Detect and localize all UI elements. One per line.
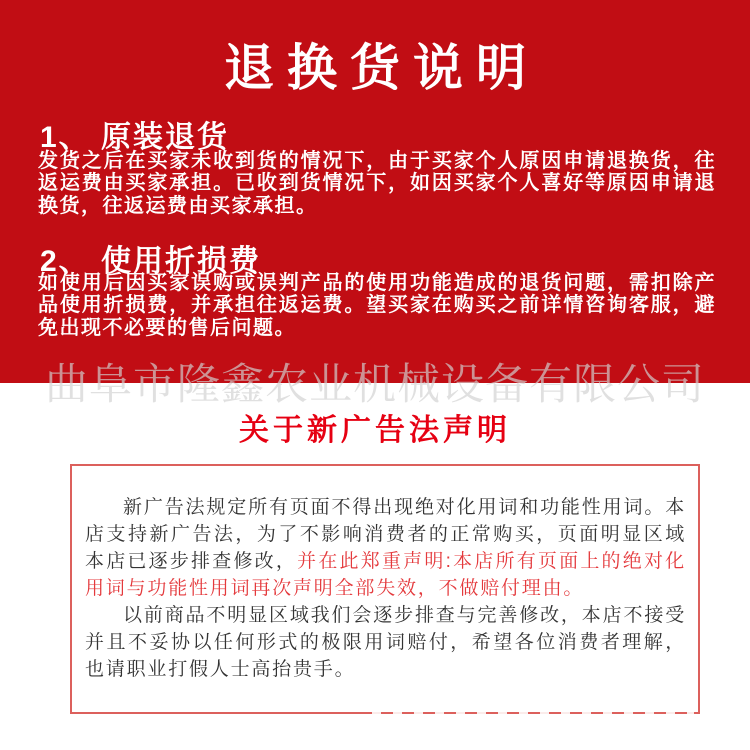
page-title: 退换货说明 [224,40,539,96]
section-2-body: 如使用后因买家误购或误判产品的使用功能造成的退货问题，需扣除产品使用折损费，并承担往返运费。望买家在购买之前详情咨询客服，避免出现不必要的售后问题。 [38,272,716,339]
ad-law-notice-box [70,464,700,714]
notice-paragraph-1-red: 并在此郑重声明:本店所有页面上的绝对化用词与功能性用词再次声明全部失效，不做赔付理由。 [85,551,686,599]
notice-paragraph-2: 以前商品不明显区域我们会逐步排查与完善修改，本店不接受并且不妥协以任何形式的极限用词赔付，希望各位消费者理解，也请职业打假人士高抬贵手。 [85,605,686,680]
section-1-body: 发货之后在买家未收到货的情况下，由于买家个人原因申请退换货，往返运费由买家承担。已收到货情况下，如因买家个人喜好等原因申请退换货，往返运费由买家承担。 [38,150,716,217]
section-1-heading: 1、 原装退货 [40,121,230,154]
section-2-heading: 2、 使用折损费 [40,245,262,278]
company-watermark: 曲阜市隆鑫农业机械设备有限公司 [45,361,705,409]
ad-law-notice-title: 关于新广告法声明 [239,414,511,447]
notice-paragraph-1-black: 新广告法规定所有页面不得出现绝对化用词和功能性用词。本店支持新广告法，为了不影响消费者的正常购买，页面明显区域本店已逐步排查修改， [85,497,686,572]
notice-paragraph-1 [85,494,686,602]
